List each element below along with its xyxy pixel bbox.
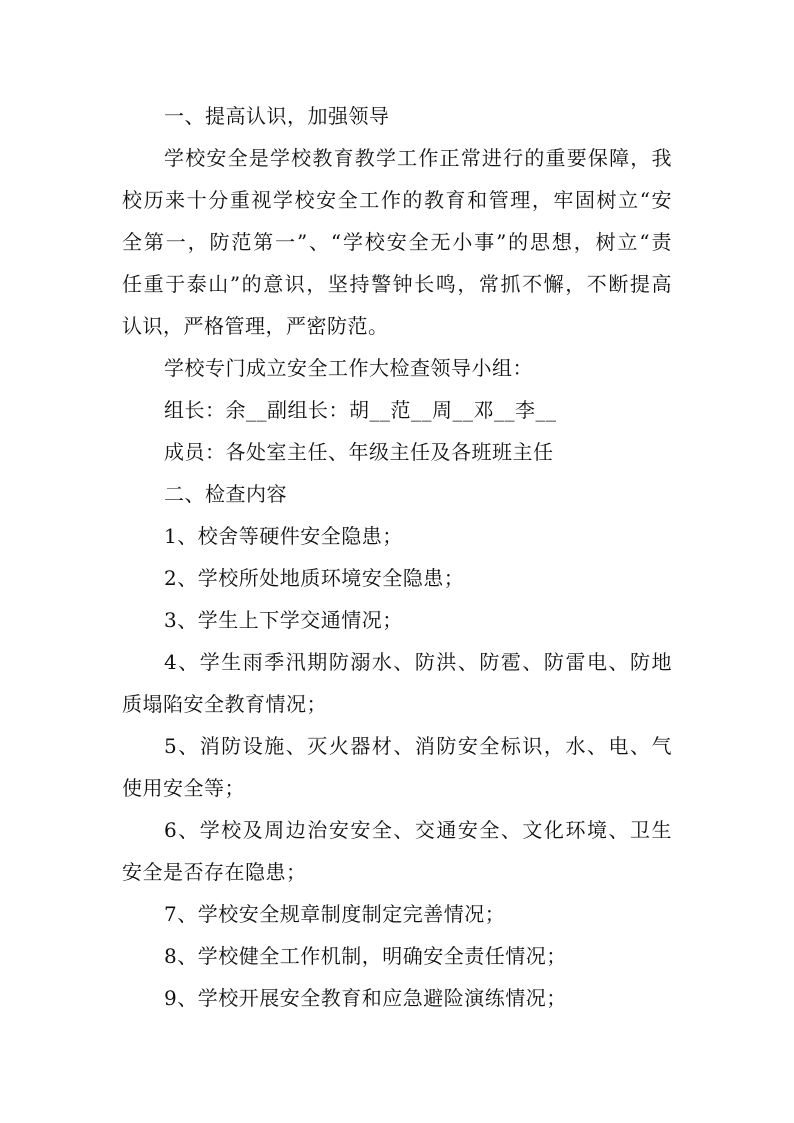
- check-item-1: 1、校舍等硬件安全隐患；: [164, 524, 403, 548]
- para1-line-4: 任重于泰山”的意识，坚持警钟长鸣，常抓不懈，不断提高: [122, 272, 672, 296]
- group-intro: 学校专门成立安全工作大检查领导小组：: [164, 356, 533, 380]
- para1-line-2: 校历来十分重视学校安全工作的教育和管理，牢固树立“安: [122, 188, 672, 212]
- check-item-5-line-2: 使用安全等；: [122, 776, 245, 800]
- check-item-2: 2、学校所处地质环境安全隐患；: [164, 566, 465, 590]
- check-item-8: 8、学校健全工作机制，明确安全责任情况；: [164, 944, 567, 968]
- check-item-4-line-2: 质塌陷安全教育情况；: [122, 692, 327, 716]
- para1-line-1: 学校安全是学校教育教学工作正常进行的重要保障，我: [164, 146, 672, 170]
- check-item-6-line-2: 安全是否存在隐患；: [122, 860, 307, 884]
- section2-heading: 二、检查内容: [164, 482, 287, 506]
- section1-heading: 一、提高认识，加强领导: [164, 104, 390, 128]
- group-members: 成员：各处室主任、年级主任及各班班主任: [164, 440, 554, 464]
- check-item-7: 7、学校安全规章制度制定完善情况；: [164, 902, 506, 926]
- para1-line-3: 全第一，防范第一”、“学校安全无小事”的思想，树立“责: [122, 230, 672, 254]
- check-item-4-line-1: 4、学生雨季汛期防溺水、防洪、防雹、防雷电、防地: [164, 650, 672, 674]
- check-item-9: 9、学校开展安全教育和应急避险演练情况；: [164, 986, 567, 1010]
- group-leaders: 组长：余__副组长：胡__范__周__邓__李__: [164, 398, 557, 422]
- para1-line-5: 认识，严格管理，严密防范。: [122, 314, 389, 338]
- check-item-6-line-1: 6、学校及周边治安安全、交通安全、文化环境、卫生: [164, 818, 672, 842]
- check-item-5-line-1: 5、消防设施、灭火器材、消防安全标识，水、电、气: [164, 734, 672, 758]
- check-item-3: 3、学生上下学交通情况；: [164, 608, 403, 632]
